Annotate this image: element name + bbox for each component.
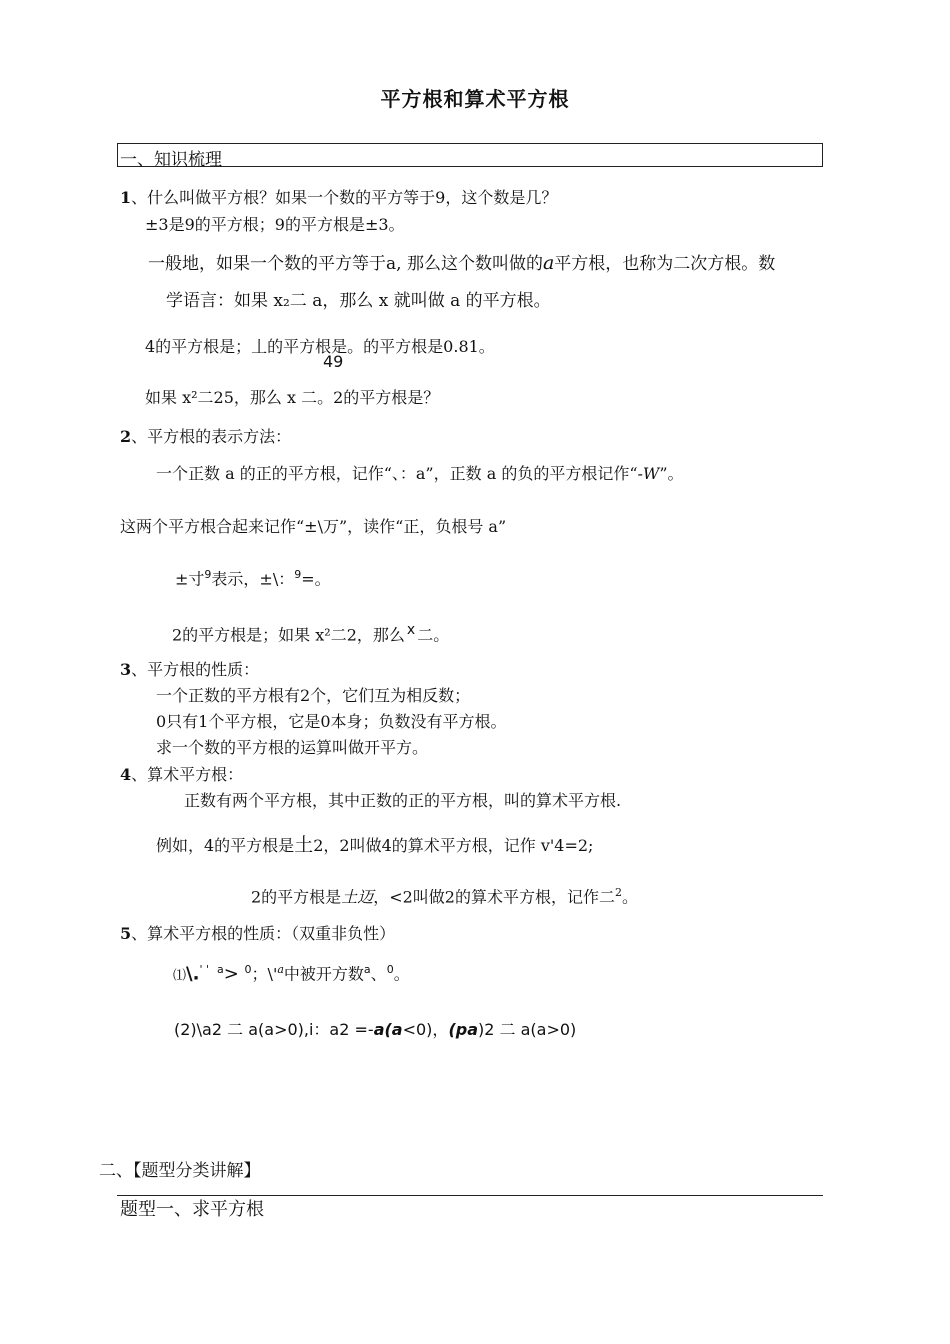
item-2-title: 2、平方根的表示方法： <box>120 427 292 446</box>
item-3-line-1: 一个正数的平方根有2个，它们互为相反数； <box>156 686 471 705</box>
problem-type-1-title: 题型一、求平方根 <box>120 1199 264 1220</box>
section-heading-text: 一、知识梳理 <box>120 150 222 170</box>
property-2: (2)\a2 二 a(a>0),i：a2 =-a(a<0)，(pa)2 二 a(a>0) <box>174 1020 577 1039</box>
section-divider <box>117 1195 823 1196</box>
item-3-line-3: 求一个数的平方根的运算叫做开平方。 <box>156 738 429 757</box>
item-2-line-3: ±寸$^9$表示，±\：$^9$=。 <box>175 568 331 589</box>
section-heading-problem-types: 二、【题型分类讲解】 <box>99 1161 261 1181</box>
item-5-title: 5、算术平方根的性质：（双重非负性） <box>120 924 396 943</box>
property-1: ⑴\.' ' $^a$> $^0$；$\backslash'^a$中被开方数$^a$、$^0$。 <box>173 963 410 985</box>
item-2-line-2: 这两个平方根合起来记作“±\万”，读作“正，负根号 a” <box>120 517 507 536</box>
item-1-title: 1、什么叫做平方根？如果一个数的平方等于9，这个数是几？ <box>120 188 558 207</box>
item-2-line-1: 一个正数 a 的正的平方根，记作“、：a”，正数 a 的负的平方根记作“-W”。 <box>156 464 684 483</box>
item-4-line-3: 2的平方根是土迈，<2叫做2的算术平方根，记作二$^2$。 <box>251 886 638 907</box>
item-4-line-2: 例如，4的平方根是土2，2叫做4的算术平方根，记作 v'4=2; <box>156 834 594 856</box>
item-2-line-4: 2的平方根是；如果 x²二2，那么 x 二。 <box>172 622 450 645</box>
item-1-line-4: 4的平方根是；丄的平方根是。的平方根是0.81。 <box>145 337 495 356</box>
item-4-title: 4、算术平方根： <box>120 765 244 784</box>
item-3-line-2: 0只有1个平方根，它是0本身；负数没有平方根。 <box>156 712 507 731</box>
item-1-line-1: ±3是9的平方根；9的平方根是±3。 <box>145 215 405 234</box>
item-1-line-2: 一般地，如果一个数的平方等于a, 那么这个数叫做的a平方根，也称为二次方根。数 <box>148 252 776 274</box>
item-1-line-3: 学语言：如果 x₂二 a，那么 x 就叫做 a 的平方根。 <box>166 291 551 311</box>
item-1-line-5: 如果 x²二25，那么 x 二。2的平方根是？ <box>145 388 440 407</box>
fraction-denominator: 49 <box>323 352 344 371</box>
section-heading-knowledge <box>117 143 823 170</box>
page-title: 平方根和算术平方根 <box>380 87 570 111</box>
item-4-line-1: 正数有两个平方根，其中正数的正的平方根，叫的算术平方根. <box>184 791 622 810</box>
item-3-title: 3、平方根的性质： <box>120 660 260 679</box>
